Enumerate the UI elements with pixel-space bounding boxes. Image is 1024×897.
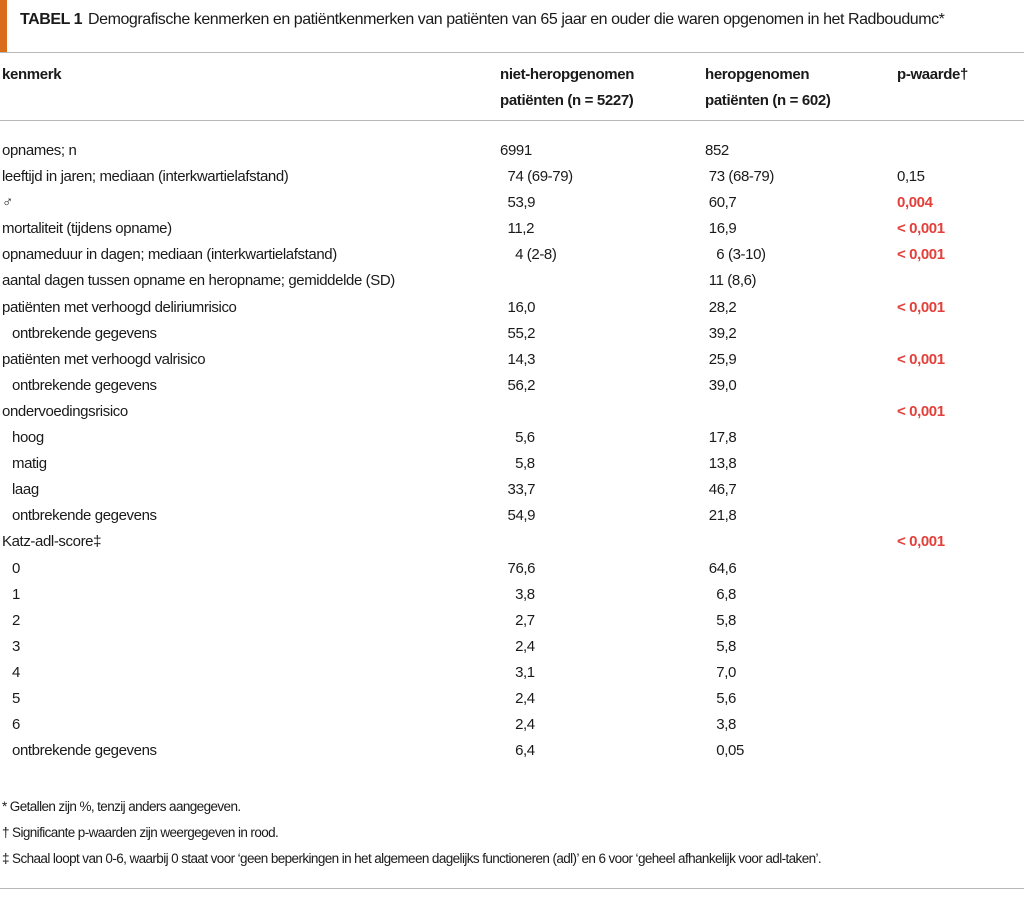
cell-not-readmitted: 74 (69-79) bbox=[500, 168, 573, 186]
cell-not-readmitted: 16,0 bbox=[500, 298, 536, 316]
row-label: ontbrekende gegevens bbox=[12, 507, 157, 525]
row-label: 5 bbox=[12, 689, 20, 707]
header-not-readmitted bbox=[500, 62, 634, 114]
cell-not-readmitted: 53,9 bbox=[500, 194, 536, 212]
cell-readmitted: 5,6 bbox=[705, 689, 736, 707]
row-label: 2 bbox=[12, 611, 20, 629]
row-label: 4 bbox=[12, 663, 20, 681]
cell-not-readmitted: 2,4 bbox=[500, 689, 535, 707]
table-row bbox=[0, 373, 1024, 399]
row-label: opnames; n bbox=[2, 142, 77, 159]
cell-not-readmitted: 2,4 bbox=[500, 716, 535, 734]
cell-p-value: < 0,001 bbox=[897, 350, 945, 368]
table-row bbox=[0, 738, 1024, 764]
cell-not-readmitted: 54,9 bbox=[500, 507, 536, 525]
cell-readmitted: 3,8 bbox=[705, 716, 736, 734]
table-row bbox=[0, 608, 1024, 634]
cell-readmitted: 39,2 bbox=[705, 324, 737, 342]
cell-not-readmitted: 14,3 bbox=[500, 350, 536, 368]
cell-readmitted: 21,8 bbox=[705, 507, 737, 525]
row-label: 6 bbox=[12, 716, 20, 734]
row-label: 1 bbox=[12, 585, 20, 603]
row-label: ontbrekende gegevens bbox=[12, 376, 157, 394]
cell-not-readmitted: 2,7 bbox=[500, 611, 535, 629]
cell-not-readmitted: 6991 bbox=[500, 142, 532, 159]
row-label: ♂ bbox=[2, 194, 13, 212]
table-row bbox=[0, 529, 1024, 555]
cell-not-readmitted: 33,7 bbox=[500, 481, 536, 499]
row-label: laag bbox=[12, 481, 39, 499]
row-label: patiënten met verhoogd deliriumrisico bbox=[2, 298, 237, 316]
cell-readmitted: 6,8 bbox=[705, 585, 736, 603]
table-row bbox=[0, 138, 1024, 164]
table-row bbox=[0, 425, 1024, 451]
header-kenmerk: kenmerk bbox=[2, 66, 62, 83]
cell-not-readmitted: 5,8 bbox=[500, 455, 535, 473]
cell-not-readmitted: 5,6 bbox=[500, 429, 535, 447]
cell-readmitted: 60,7 bbox=[705, 194, 737, 212]
cell-p-value: < 0,001 bbox=[897, 298, 945, 316]
row-label: leeftijd in jaren; mediaan (interkwartielafstand) bbox=[2, 168, 289, 186]
table-row bbox=[0, 503, 1024, 529]
cell-not-readmitted: 4 (2-8) bbox=[500, 246, 557, 264]
row-label: mortaliteit (tijdens opname) bbox=[2, 220, 172, 238]
cell-readmitted: 73 (68-79) bbox=[705, 168, 774, 186]
cell-not-readmitted: 2,4 bbox=[500, 637, 535, 655]
row-label: opnameduur in dagen; mediaan (interkwartielafstand) bbox=[2, 246, 337, 264]
cell-readmitted: 11 (8,6) bbox=[705, 272, 757, 290]
table-row bbox=[0, 451, 1024, 477]
header-readmitted-line1: heropgenomen bbox=[705, 66, 810, 83]
row-label: ontbrekende gegevens bbox=[12, 324, 157, 342]
cell-not-readmitted: 3,1 bbox=[500, 663, 535, 681]
table-caption bbox=[0, 0, 1024, 52]
caption-label: TABEL 1 bbox=[20, 11, 83, 28]
header-p-value: p-waarde† bbox=[897, 66, 969, 83]
cell-p-value: < 0,001 bbox=[897, 246, 945, 264]
caption-title: Demografische kenmerken en patiëntkenmerken van patiënten van 65 jaar en ouder die waren opgenomen in het Radboudumc* bbox=[88, 11, 945, 28]
table-row bbox=[0, 295, 1024, 321]
row-label: hoog bbox=[12, 429, 44, 447]
cell-p-value: 0,004 bbox=[897, 194, 933, 212]
table-row bbox=[0, 164, 1024, 190]
cell-readmitted: 28,2 bbox=[705, 298, 737, 316]
cell-readmitted: 39,0 bbox=[705, 376, 737, 394]
table-body bbox=[0, 138, 1024, 764]
table-row bbox=[0, 347, 1024, 373]
caption-accent-bar bbox=[0, 0, 7, 52]
row-label: matig bbox=[12, 455, 47, 473]
cell-readmitted: 64,6 bbox=[705, 559, 737, 577]
table-row bbox=[0, 190, 1024, 216]
footnote: † Significante p-waarden zijn weergegeven in rood. bbox=[2, 825, 279, 840]
cell-p-value: 0,15 bbox=[897, 168, 925, 186]
cell-readmitted: 7,0 bbox=[705, 663, 736, 681]
header-not-readmitted-line1: niet-heropgenomen bbox=[500, 66, 635, 83]
cell-p-value: < 0,001 bbox=[897, 533, 945, 551]
table-row bbox=[0, 399, 1024, 425]
cell-readmitted: 0,05 bbox=[705, 742, 744, 760]
table-row bbox=[0, 216, 1024, 242]
cell-not-readmitted: 76,6 bbox=[500, 559, 536, 577]
divider-bottom bbox=[0, 888, 1024, 889]
table-row bbox=[0, 321, 1024, 347]
table-row bbox=[0, 634, 1024, 660]
cell-readmitted: 6 (3-10) bbox=[705, 246, 766, 264]
row-label: 3 bbox=[12, 637, 20, 655]
row-label: ontbrekende gegevens bbox=[12, 742, 157, 760]
cell-not-readmitted: 55,2 bbox=[500, 324, 536, 342]
row-label: Katz-adl-score‡ bbox=[2, 533, 102, 551]
row-label: patiënten met verhoogd valrisico bbox=[2, 350, 206, 368]
cell-readmitted: 25,9 bbox=[705, 350, 737, 368]
cell-readmitted: 5,8 bbox=[705, 611, 736, 629]
cell-not-readmitted: 56,2 bbox=[500, 376, 536, 394]
cell-not-readmitted: 3,8 bbox=[500, 585, 535, 603]
table-row bbox=[0, 582, 1024, 608]
caption-text bbox=[20, 11, 944, 29]
header-not-readmitted-line2: patiënten (n = 5227) bbox=[500, 92, 634, 109]
table-row bbox=[0, 268, 1024, 294]
row-label: ondervoedingsrisico bbox=[2, 402, 128, 420]
cell-readmitted: 5,8 bbox=[705, 637, 736, 655]
divider-top bbox=[0, 52, 1024, 53]
footnotes bbox=[2, 794, 821, 872]
row-label: 0 bbox=[12, 559, 20, 577]
cell-not-readmitted: 11,2 bbox=[500, 220, 535, 238]
header-readmitted-line2: patiënten (n = 602) bbox=[705, 92, 831, 109]
cell-not-readmitted: 6,4 bbox=[500, 742, 535, 760]
cell-p-value: < 0,001 bbox=[897, 220, 945, 238]
cell-readmitted: 13,8 bbox=[705, 455, 737, 473]
table-row bbox=[0, 556, 1024, 582]
cell-p-value: < 0,001 bbox=[897, 402, 945, 420]
cell-readmitted: 852 bbox=[705, 142, 729, 159]
cell-readmitted: 46,7 bbox=[705, 481, 737, 499]
cell-readmitted: 17,8 bbox=[705, 429, 737, 447]
table-row bbox=[0, 660, 1024, 686]
footnote: * Getallen zijn %, tenzij anders aangegeven. bbox=[2, 799, 241, 814]
table-row bbox=[0, 242, 1024, 268]
footnote: ‡ Schaal loopt van 0-6, waarbij 0 staat voor ‘geen beperkingen in het algemeen dagelijks functioneren (adl)’ en 6 voor ‘geheel afhankelijk voor adl-taken’. bbox=[2, 851, 822, 866]
table-row bbox=[0, 686, 1024, 712]
table-row bbox=[0, 477, 1024, 503]
header-readmitted bbox=[705, 62, 830, 114]
cell-readmitted: 16,9 bbox=[705, 220, 737, 238]
divider-header bbox=[0, 120, 1024, 121]
row-label: aantal dagen tussen opname en heropname; gemiddelde (SD) bbox=[2, 272, 395, 290]
table-row bbox=[0, 712, 1024, 738]
